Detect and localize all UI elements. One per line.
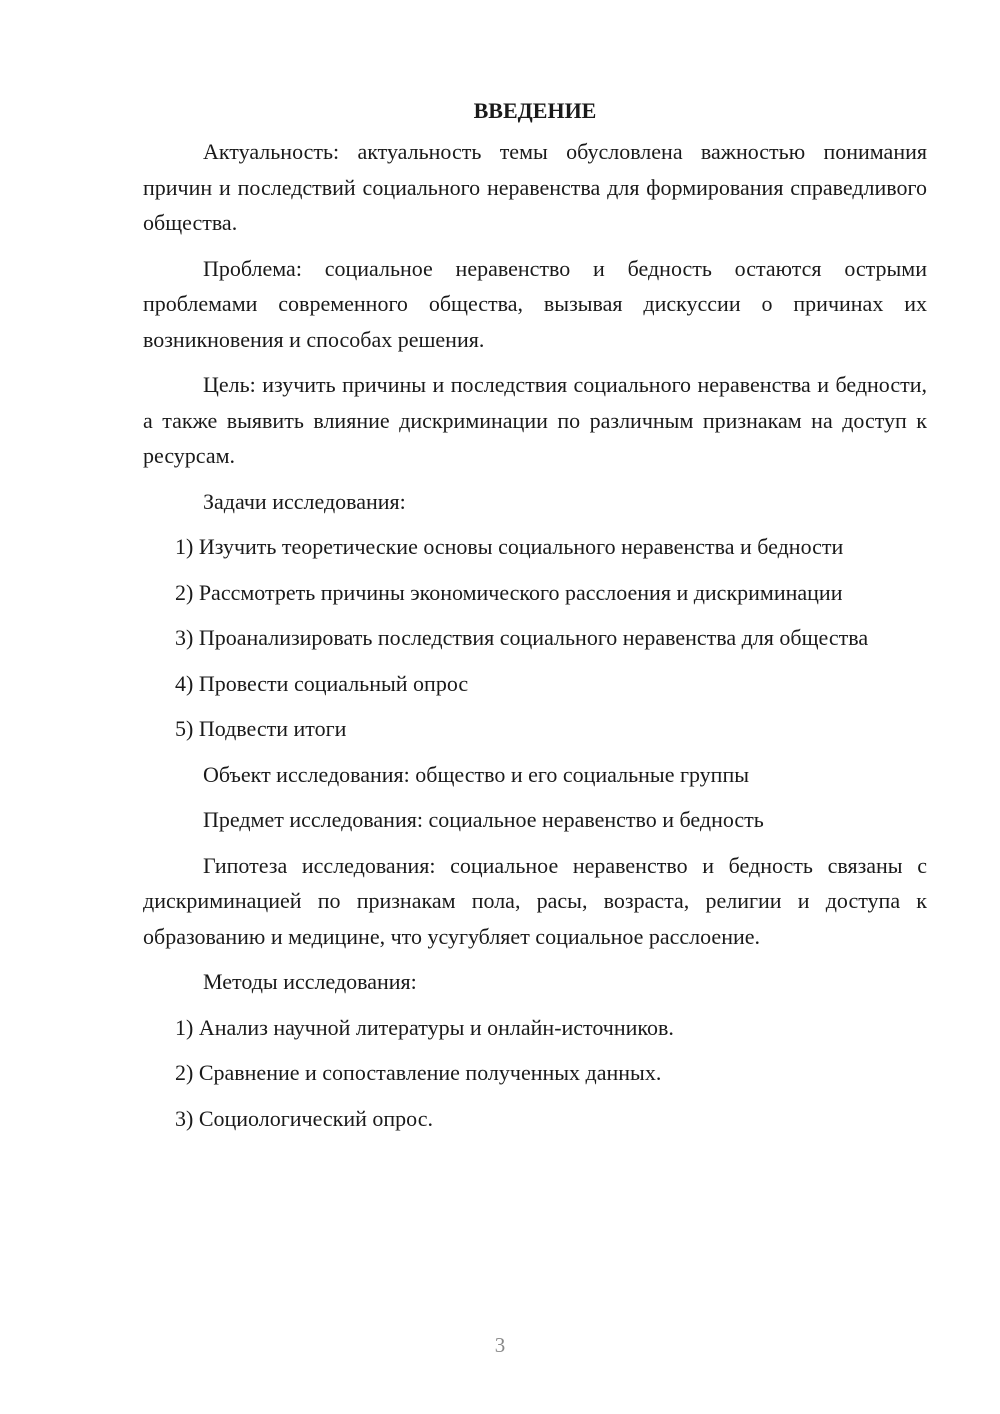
task-item-2: 2) Рассмотреть причины экономического расслоения и дискриминации — [175, 579, 843, 605]
page-number: 3 — [494, 1333, 506, 1357]
method-item-2: 2) Сравнение и сопоставление полученных данных. — [175, 1060, 662, 1085]
problem-paragraph: Проблема: социальное неравенство и бедность остаются острыми проблемами современного общества, вызывая дискуссии о причинах их возникновения и способах решения. — [143, 255, 927, 352]
tasks-heading: Задачи исследования: — [203, 488, 406, 514]
subject-paragraph: Предмет исследования: социальное неравенство и бедность — [203, 807, 764, 832]
goal-paragraph: Цель: изучить причины и последствия социального неравенства и бедности, а также выявить влияние дискриминации по различным признакам на доступ к ресурсам. — [143, 372, 927, 468]
hypothesis-paragraph: Гипотеза исследования: социальное неравенство и бедность связаны с дискриминацией по признакам пола, расы, возраста, религии и доступа к образованию и медицине, что усугубляет социальное расслоение. — [143, 852, 927, 949]
task-item-5: 5) Подвести итоги — [175, 716, 347, 741]
methods-heading: Методы исследования: — [203, 969, 417, 994]
task-item-3: 3) Проанализировать последствия социального неравенства для общества — [175, 625, 869, 650]
method-item-3: 3) Социологический опрос. — [175, 1105, 433, 1131]
task-item-4: 4) Провести социальный опрос — [175, 670, 469, 696]
page-title: ВВЕДЕНИЕ — [473, 98, 597, 123]
object-paragraph: Объект исследования: общество и его социальные группы — [203, 761, 750, 787]
document-page — [143, 93, 927, 1146]
task-item-1: 1) Изучить теоретические основы социального неравенства и бедности — [175, 534, 844, 559]
relevance-paragraph: Актуальность: актуальность темы обусловлена важностью понимания причин и последствий социального неравенства для формирования справедливого общества. — [143, 139, 927, 235]
method-item-1: 1) Анализ научной литературы и онлайн-источников. — [175, 1014, 674, 1040]
